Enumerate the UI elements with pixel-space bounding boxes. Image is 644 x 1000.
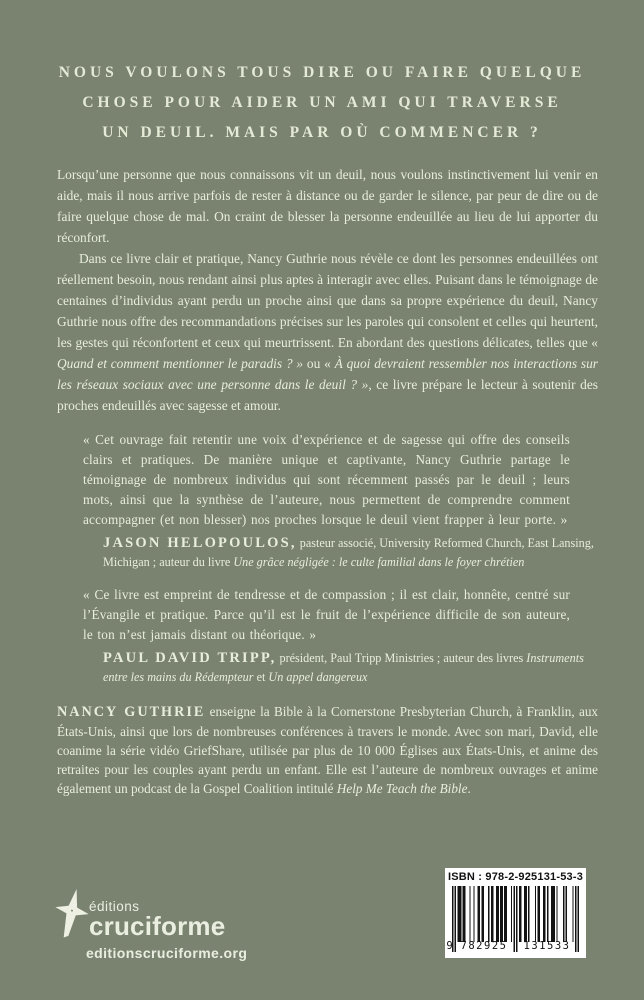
endorsement-2 (57, 585, 598, 686)
quoted-question-1: Quand et comment mentionner le paradis ? » (57, 356, 304, 371)
headline-line-3: UN DEUIL. MAIS PAR OÙ COMMENCER ? (102, 124, 542, 141)
headline (0, 58, 644, 148)
about-paragraph-2-text-c: , ce livre prépare le lecteur à soutenir des proches endeuillés avec sagesse et amour. (57, 377, 599, 413)
barcode (445, 868, 586, 958)
barcode-digit-group-2: 782925 (460, 940, 508, 952)
back-cover-copy (57, 164, 598, 798)
endorsement-1 (57, 430, 598, 571)
endorsement-2-title-joiner: et (253, 669, 269, 684)
publisher-website: editionscruciforme.org (86, 945, 248, 961)
isbn-label: ISBN : 978-2-925131-53-3 (447, 871, 584, 883)
endorsement-1-author-name: JASON HELOPOULOS, (103, 535, 297, 551)
quoted-question-2: À quoi devraient ressembler nos interactions sur les réseaux sociaux avec une personne dans le deuil ? » (57, 356, 598, 392)
author-bio-text: enseigne la Bible à la Cornerstone Presbyterian Church, à Franklin, aux États-Unis, ainsi que lors de nombreuses conférences à travers le monde. Avec son mari, David, elle coanime la série vidéo GriefShare, utilisée par plus de 10 000 Églises aux États-Unis, et anime des retraites pour les couples ayant perdu un enfant. Elle est l’auteure de nombreux ouvrages et anime également un podcast de la Gospel Coalition intitulé (57, 704, 599, 796)
about-paragraph-2-text-a: Dans ce livre clair et pratique, Nancy Guthrie nous révèle ce dont les personnes endeuillées ont réellement besoin, nous rendant ainsi plus aptes à interagir avec elles. Puisant dans le témoignage de centaines d’individus ayant perdu un proche ainsi que dans sa propre expérience du deuil, Nancy Guthrie nous offre des recommandations précises sur les paroles qui consolent et celles qui heurtent, les gestes qui réconfortent et ceux qui meurtrissent. En abordant des questions délicates, telles que « (57, 251, 598, 350)
about-paragraph-2-text-b: ou « (303, 356, 335, 371)
author-name: NANCY GUTHRIE (57, 704, 206, 720)
author-bio (57, 702, 598, 798)
endorsement-2-attribution (103, 649, 598, 686)
podcast-title: Help Me Teach the Bible (336, 781, 468, 796)
endorsement-1-author-role: pasteur associé, University Reformed Church, East Lansing, Michigan ; auteur du livre (103, 536, 594, 569)
endorsement-2-book-title-2: Un appel dangereux (268, 669, 368, 684)
barcode-digit-group-3: 131533 (523, 940, 571, 952)
author-bio-end: . (467, 781, 471, 796)
endorsement-1-attribution (103, 534, 598, 571)
publisher-logo (55, 888, 225, 942)
endorsement-2-author-role: président, Paul Tripp Ministries ; auteur des livres (276, 651, 527, 665)
about-paragraph-2 (57, 248, 598, 416)
publisher-wordmark (89, 888, 225, 942)
cross-icon (55, 888, 89, 940)
endorsement-1-quote: « Cet ouvrage fait retentir une voix d’expérience et de sagesse qui offre des conseils clairs et pratiques. De manière unique et captivante, Nancy Guthrie partage le témoignage de nombreux individus qui sont récemment passés par le deuil ; leurs mots, ainsi que la synthèse de l’auteure, nous permettent de comprendre comment accompagner (et non blesser) nos proches lorsque le deuil vient frapper à leur porte. » (83, 432, 570, 527)
endorsement-2-quote: « Ce livre est empreint de tendresse et de compassion ; il est clair, honnête, centré sur l’Évangile et pratique. Parce qu’il est le fruit de l’expérience difficile de son auteure, le ton n’est jamais distant ou théorique. » (83, 587, 570, 642)
barcode-digit-group-1: 9 (446, 940, 453, 952)
endorsement-1-book-title: Une grâce négligée : le culte familial dans le foyer chrétien (233, 554, 525, 569)
publisher-label: éditions (89, 899, 140, 914)
headline-line-1: NOUS VOULONS TOUS DIRE OU FAIRE QUELQUE (58, 64, 586, 81)
headline-line-2: CHOSE POUR AIDER UN AMI QUI TRAVERSE (82, 94, 562, 111)
publisher-name: cruciforme (89, 911, 226, 941)
endorsement-2-book-title-1: Instruments entre les mains du Rédempteur (103, 651, 584, 684)
barcode-digits (445, 940, 586, 953)
about-paragraph-1: Lorsqu’une personne que nous connaissons vit un deuil, nous voulons instinctivement lui venir en aide, mais il nous arrive parfois de rester à distance ou de garder le silence, par peur de dire ou de faire quelque chose de mal. On craint de blesser la personne endeuillée au lieu de lui apporter du réconfort. (57, 167, 598, 245)
endorsement-2-author-name: PAUL DAVID TRIPP, (103, 650, 277, 666)
